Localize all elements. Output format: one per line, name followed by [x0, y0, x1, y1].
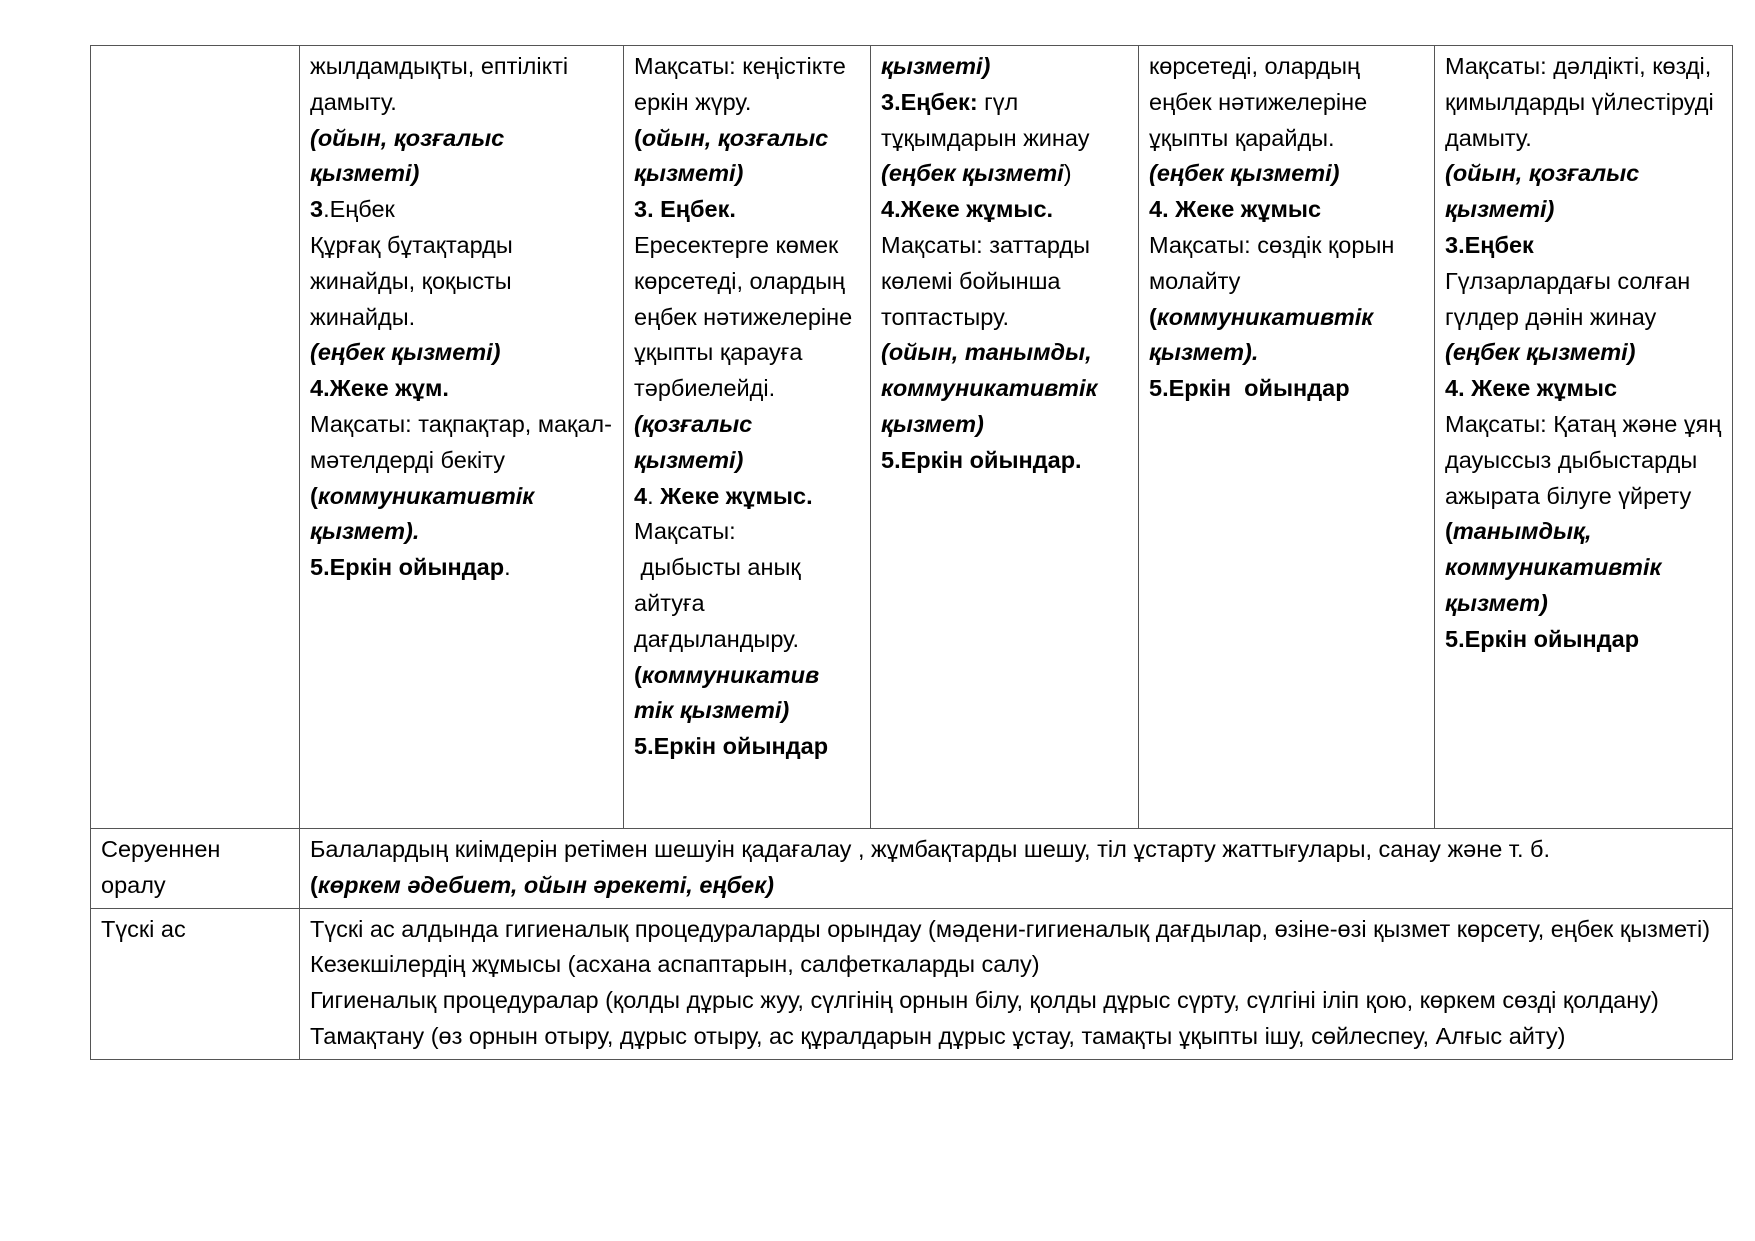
text-run: 5.Еркін ойындар.	[881, 446, 1082, 473]
text-line	[1445, 622, 1722, 658]
text-line	[634, 729, 860, 765]
text-line	[881, 443, 1128, 479]
table-row	[91, 829, 1733, 909]
activity-cell	[1139, 46, 1435, 829]
text-line	[1445, 49, 1722, 156]
text-line	[1445, 371, 1722, 407]
text-line	[310, 228, 613, 335]
text-run: Мақсаты: дәлдікті, көзді, қимылдарды үйлестіруді дамыту.	[1445, 53, 1714, 151]
text-line	[1149, 192, 1424, 228]
text-run: дыбысты анық айтуға дағдыландыру.	[634, 554, 801, 652]
text-run: Мақсаты: заттарды көлемі бойынша топтастыру.	[881, 231, 1090, 330]
text-run: (еңбек қызметі)	[1445, 339, 1636, 366]
text-run: 3	[310, 196, 324, 223]
text-run: (	[634, 661, 642, 688]
text-line	[310, 479, 613, 551]
table-row	[91, 908, 1733, 1059]
text-run: (еңбек қызметі)	[1149, 160, 1340, 187]
text-line	[881, 49, 1128, 85]
text-line	[634, 228, 860, 407]
text-run: 4.Жеке жұмыс.	[881, 196, 1054, 223]
text-run: Мақсаты:	[634, 518, 736, 545]
text-line	[1445, 228, 1722, 264]
text-line	[881, 228, 1128, 335]
text-line	[634, 121, 860, 193]
text-run: (еңбек қызметі	[881, 160, 1064, 187]
text-run: .Еңбек	[323, 196, 395, 223]
text-run: 3.Еңбек:	[881, 88, 978, 115]
activity-cell	[624, 46, 871, 829]
text-line	[310, 868, 1722, 904]
row-content	[300, 908, 1733, 1059]
text-line	[881, 335, 1128, 442]
text-run: Тамақтану (өз орнын отыру, дұрыс отыру, ас құралдарын дұрыс ұстау, тамақты ұқыпты ішу, сөйлеспеу, Алғыс айту)	[310, 1022, 1566, 1049]
text-run: 4.Жеке жұм.	[310, 375, 449, 402]
text-line	[1445, 514, 1722, 621]
activity-cell	[300, 46, 624, 829]
text-line	[881, 156, 1128, 192]
text-run: (ойын, қозғалыс қызметі)	[310, 124, 505, 187]
text-run: 4	[634, 482, 648, 509]
text-run: ойын, қозғалыс қызметі)	[634, 124, 829, 187]
text-run: )	[1063, 160, 1072, 187]
schedule-table	[90, 45, 1733, 1060]
text-line	[310, 1019, 1722, 1055]
text-line	[1445, 335, 1722, 371]
text-line	[634, 49, 860, 121]
row-label	[91, 46, 300, 829]
text-run: (	[1149, 303, 1157, 330]
text-run: (қозғалыс қызметі)	[634, 410, 753, 473]
text-line	[310, 192, 613, 228]
text-line	[310, 832, 1722, 868]
text-line	[310, 121, 613, 193]
text-run: Мақсаты: кеңістікте еркін жүру.	[634, 53, 846, 115]
text-run: (	[310, 871, 318, 898]
text-run: қызметі)	[881, 53, 991, 79]
text-run: (	[634, 124, 642, 151]
text-run: көрсетеді, олардың еңбек нәтижелеріне ұқыпты қарайды.	[1149, 53, 1368, 151]
text-run: (	[1445, 518, 1453, 545]
text-run: (ойын, қозғалыс қызметі)	[1445, 160, 1640, 223]
text-run: 5.Еркін ойындар	[1445, 625, 1640, 652]
row-label: Серуеннен оралу	[91, 829, 300, 909]
text-run: коммуникативтік қызмет).	[310, 482, 535, 545]
text-line	[310, 912, 1722, 948]
text-line	[634, 514, 860, 550]
text-line	[310, 335, 613, 371]
activity-cell	[1435, 46, 1733, 829]
text-run: Гүлзарлардағы солған гүлдер дәнін жинау	[1445, 267, 1691, 330]
text-run: 3. Еңбек.	[634, 196, 736, 223]
text-line	[310, 983, 1722, 1019]
text-run: 5.Еркін ойындар	[634, 733, 829, 760]
text-run: .	[647, 482, 661, 509]
row-label: Түскі ас	[91, 908, 300, 1059]
text-run: танымдық, коммуникативтік қызмет)	[1445, 518, 1662, 616]
text-run: 3.Еңбек	[1445, 231, 1534, 258]
text-run: Мақсаты: Қатаң және ұяң дауыссыз дыбыстарды ажырата білуге үйрету	[1445, 410, 1722, 509]
text-line	[310, 371, 613, 407]
text-line	[1445, 156, 1722, 228]
text-line	[1149, 156, 1424, 192]
row-content	[300, 829, 1733, 909]
text-run: Ересектерге көмек көрсетеді, олардың еңбек нәтижелеріне ұқыпты қарауға тәрбиелейді.	[634, 231, 853, 402]
text-line	[1149, 300, 1424, 372]
text-run: Құрғақ бұтақтарды жинайды, қоқысты жинайды.	[310, 231, 513, 330]
text-run: Жеке жұмыс.	[660, 482, 813, 509]
text-line	[310, 947, 1722, 983]
text-run: .	[504, 554, 511, 581]
text-line	[881, 85, 1128, 157]
text-run: гүл тұқымдарын жинау	[881, 88, 1090, 151]
text-run: (ойын, танымды, коммуникативтік қызмет)	[881, 339, 1098, 437]
text-line	[634, 658, 860, 730]
text-run: 4. Жеке жұмыс	[1445, 375, 1618, 402]
text-run: Түскі ас алдында гигиеналық процедураларды орындау (мәдени-гигиеналық дағдылар, өзіне-өзі қызмет көрсету, еңбек қызметі)	[310, 915, 1711, 942]
text-run: Гигиеналық процедуралар (қолды дұрыс жуу, сүлгінің орнын білу, қолды дұрыс сүрту, сүлгіні іліп қою, көркем сөзді қолдану)	[310, 987, 1659, 1014]
text-line	[634, 479, 860, 515]
text-run: (еңбек қызметі)	[310, 339, 501, 366]
text-line	[1445, 407, 1722, 514]
text-run: 4. Жеке жұмыс	[1149, 196, 1322, 223]
text-run: көркем әдебиет, ойын әрекеті, еңбек)	[317, 871, 774, 898]
text-line	[634, 407, 860, 479]
text-run: 5.Еркін ойындар	[310, 554, 505, 581]
text-run: коммуникативтік қызмет).	[1149, 303, 1374, 366]
text-line	[1149, 228, 1424, 300]
text-run: Мақсаты: сөздік қорын молайту	[1149, 231, 1395, 294]
text-run: Мақсаты: тақпақтар, мақал-мәтелдерді бекіту	[310, 410, 612, 473]
text-line	[881, 192, 1128, 228]
text-run: 5.Еркін ойындар	[1149, 375, 1350, 402]
text-run: жылдамдықты, ептілікті дамыту.	[310, 53, 569, 115]
text-line	[310, 550, 613, 586]
text-line	[1149, 49, 1424, 156]
text-run: коммуникатив тік қызметі)	[634, 661, 820, 724]
text-line	[1445, 264, 1722, 336]
text-line	[634, 550, 860, 657]
text-run: Кезекшілердің жұмысы (асхана аспаптарын, салфеткаларды салу)	[310, 951, 1040, 978]
text-line	[310, 49, 613, 121]
activity-cell	[871, 46, 1139, 829]
text-line	[634, 192, 860, 228]
text-run: (	[310, 482, 318, 509]
text-run: Балалардың киімдерін ретімен шешуін қадағалау , жұмбақтарды шешу, тіл ұстарту жаттығулары, санау және т. б.	[310, 836, 1551, 862]
table-row	[91, 46, 1733, 829]
text-line	[310, 407, 613, 479]
text-line	[1149, 371, 1424, 407]
